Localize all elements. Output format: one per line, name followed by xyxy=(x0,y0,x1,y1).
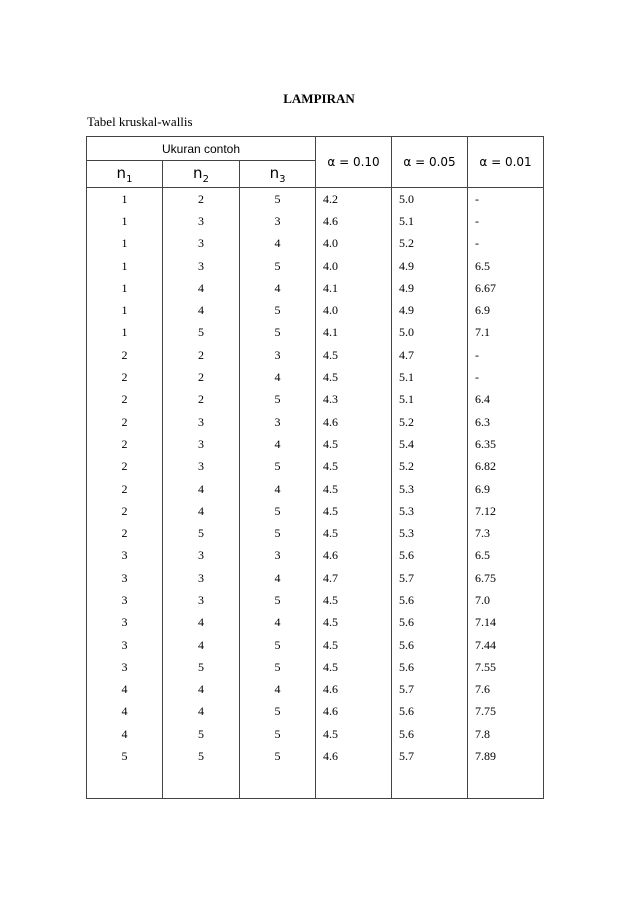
spacer-cell xyxy=(392,768,468,799)
n2-cell: 4 xyxy=(163,634,240,656)
n3-cell: 5 xyxy=(240,701,316,723)
n3-cell: 4 xyxy=(240,478,316,500)
n1-cell: 3 xyxy=(87,567,163,589)
n3-cell: 3 xyxy=(240,411,316,433)
n3-cell: 4 xyxy=(240,277,316,299)
n3-cell: 5 xyxy=(240,522,316,544)
n2-cell: 4 xyxy=(163,679,240,701)
spacer-cell xyxy=(163,768,240,799)
n2-cell: 4 xyxy=(163,701,240,723)
alpha-001-cell: 6.9 xyxy=(468,299,544,321)
alpha-005-cell: 5.6 xyxy=(392,656,468,678)
n2-cell: 4 xyxy=(163,500,240,522)
alpha-001-cell: 6.82 xyxy=(468,456,544,478)
alpha-005-cell: 4.7 xyxy=(392,344,468,366)
alpha-001-cell: 6.4 xyxy=(468,389,544,411)
alpha-001-cell: 6.35 xyxy=(468,433,544,455)
alpha-001-cell: - xyxy=(468,233,544,255)
n3-cell: 3 xyxy=(240,545,316,567)
n2-cell: 4 xyxy=(163,277,240,299)
n1-cell: 4 xyxy=(87,679,163,701)
alpha-001-cell: 7.6 xyxy=(468,679,544,701)
n3-cell: 3 xyxy=(240,344,316,366)
alpha-010-cell: 4.6 xyxy=(316,545,392,567)
n1-cell: 2 xyxy=(87,456,163,478)
n3-cell: 4 xyxy=(240,233,316,255)
n3-cell: 5 xyxy=(240,255,316,277)
alpha-001-cell: 6.3 xyxy=(468,411,544,433)
table-row xyxy=(87,522,544,544)
n3-cell: 5 xyxy=(240,500,316,522)
alpha-005-cell: 5.1 xyxy=(392,210,468,232)
table-row xyxy=(87,322,544,344)
n2-cell: 3 xyxy=(163,456,240,478)
alpha-005-cell: 5.7 xyxy=(392,567,468,589)
n3-cell: 4 xyxy=(240,679,316,701)
table-row xyxy=(87,567,544,589)
n2-cell: 3 xyxy=(163,545,240,567)
table-row xyxy=(87,366,544,388)
alpha-010-cell: 4.6 xyxy=(316,745,392,767)
page-title: LAMPIRAN xyxy=(283,91,355,106)
alpha-010-cell: 4.5 xyxy=(316,500,392,522)
table-row xyxy=(87,589,544,611)
table-row xyxy=(87,701,544,723)
alpha-005-cell: 5.1 xyxy=(392,389,468,411)
n1-cell: 3 xyxy=(87,634,163,656)
alpha-010-cell: 4.2 xyxy=(316,188,392,211)
n3-cell: 5 xyxy=(240,322,316,344)
alpha-001-cell: 7.55 xyxy=(468,656,544,678)
alpha-010-cell: 4.7 xyxy=(316,567,392,589)
alpha-001-cell: 7.12 xyxy=(468,500,544,522)
alpha-010-cell: 4.5 xyxy=(316,456,392,478)
alpha-005-cell: 5.6 xyxy=(392,612,468,634)
n2-cell: 2 xyxy=(163,188,240,211)
table-row xyxy=(87,456,544,478)
alpha-005-cell: 5.6 xyxy=(392,634,468,656)
n2-cell: 2 xyxy=(163,366,240,388)
alpha-001-cell: 7.75 xyxy=(468,701,544,723)
n2-cell: 4 xyxy=(163,299,240,321)
alpha-005-cell: 4.9 xyxy=(392,255,468,277)
alpha-001-cell: 7.3 xyxy=(468,522,544,544)
n2-cell: 2 xyxy=(163,344,240,366)
n1-cell: 1 xyxy=(87,233,163,255)
alpha-001-cell: 7.89 xyxy=(468,745,544,767)
alpha-010-cell: 4.6 xyxy=(316,679,392,701)
alpha-005-cell: 5.3 xyxy=(392,500,468,522)
alpha-001-cell: - xyxy=(468,188,544,211)
n2-cell: 3 xyxy=(163,433,240,455)
kruskal-wallis-table xyxy=(86,136,544,799)
n3-cell: 4 xyxy=(240,567,316,589)
n3-cell: 5 xyxy=(240,634,316,656)
n2-header: $n_2$ xyxy=(163,161,240,188)
alpha-005-cell: 5.6 xyxy=(392,701,468,723)
table-body xyxy=(87,188,544,799)
table-row xyxy=(87,210,544,232)
alpha-005-cell: 5.2 xyxy=(392,456,468,478)
alpha-005-cell: 5.3 xyxy=(392,522,468,544)
table-row xyxy=(87,478,544,500)
n3-cell: 5 xyxy=(240,745,316,767)
alpha-005-cell: 5.6 xyxy=(392,545,468,567)
table-row xyxy=(87,299,544,321)
alpha-001-header: α = 0.01 xyxy=(468,137,544,188)
alpha-010-cell: 4.5 xyxy=(316,589,392,611)
alpha-010-header: α = 0.10 xyxy=(316,137,392,188)
alpha-005-cell: 5.1 xyxy=(392,366,468,388)
alpha-001-cell: 7.0 xyxy=(468,589,544,611)
n2-cell: 2 xyxy=(163,389,240,411)
n3-cell: 4 xyxy=(240,612,316,634)
n1-cell: 2 xyxy=(87,433,163,455)
table-row xyxy=(87,411,544,433)
alpha-005-cell: 5.3 xyxy=(392,478,468,500)
alpha-010-cell: 4.6 xyxy=(316,701,392,723)
table-row xyxy=(87,389,544,411)
alpha-010-cell: 4.5 xyxy=(316,522,392,544)
n2-cell: 5 xyxy=(163,723,240,745)
table-row xyxy=(87,656,544,678)
alpha-010-cell: 4.0 xyxy=(316,233,392,255)
table-row xyxy=(87,634,544,656)
alpha-005-cell: 5.6 xyxy=(392,723,468,745)
n1-cell: 2 xyxy=(87,366,163,388)
alpha-001-cell: 7.1 xyxy=(468,322,544,344)
n1-cell: 3 xyxy=(87,545,163,567)
table-row xyxy=(87,545,544,567)
table-row xyxy=(87,679,544,701)
n1-cell: 1 xyxy=(87,299,163,321)
table-spacer-row xyxy=(87,768,544,799)
n1-cell: 1 xyxy=(87,255,163,277)
alpha-005-cell: 4.9 xyxy=(392,299,468,321)
n1-cell: 1 xyxy=(87,322,163,344)
table-row xyxy=(87,277,544,299)
alpha-001-cell: 7.14 xyxy=(468,612,544,634)
alpha-010-cell: 4.6 xyxy=(316,411,392,433)
n3-cell: 5 xyxy=(240,389,316,411)
alpha-001-cell: 7.44 xyxy=(468,634,544,656)
alpha-001-cell: 7.8 xyxy=(468,723,544,745)
n1-cell: 5 xyxy=(87,745,163,767)
n3-cell: 4 xyxy=(240,433,316,455)
alpha-010-cell: 4.0 xyxy=(316,255,392,277)
alpha-001-cell: - xyxy=(468,344,544,366)
alpha-005-cell: 5.0 xyxy=(392,322,468,344)
n1-cell: 1 xyxy=(87,210,163,232)
alpha-001-cell: 6.67 xyxy=(468,277,544,299)
spacer-cell xyxy=(240,768,316,799)
n2-cell: 5 xyxy=(163,745,240,767)
n2-cell: 3 xyxy=(163,567,240,589)
n3-cell: 5 xyxy=(240,456,316,478)
alpha-001-cell: 6.9 xyxy=(468,478,544,500)
n3-cell: 5 xyxy=(240,188,316,211)
table-row xyxy=(87,612,544,634)
alpha-010-cell: 4.5 xyxy=(316,723,392,745)
n1-cell: 1 xyxy=(87,188,163,211)
n3-cell: 5 xyxy=(240,656,316,678)
n2-cell: 5 xyxy=(163,522,240,544)
alpha-001-cell: 6.5 xyxy=(468,255,544,277)
table-row xyxy=(87,433,544,455)
alpha-001-cell: - xyxy=(468,366,544,388)
n1-cell: 3 xyxy=(87,589,163,611)
sample-size-header: Ukuran contoh xyxy=(87,137,316,161)
n2-cell: 3 xyxy=(163,255,240,277)
alpha-005-cell: 5.2 xyxy=(392,233,468,255)
alpha-005-cell: 4.9 xyxy=(392,277,468,299)
alpha-001-cell: 6.75 xyxy=(468,567,544,589)
alpha-010-cell: 4.0 xyxy=(316,299,392,321)
n1-cell: 3 xyxy=(87,612,163,634)
n3-cell: 3 xyxy=(240,210,316,232)
n1-cell: 2 xyxy=(87,411,163,433)
n1-cell: 2 xyxy=(87,344,163,366)
alpha-010-cell: 4.1 xyxy=(316,322,392,344)
n2-cell: 5 xyxy=(163,322,240,344)
spacer-cell xyxy=(316,768,392,799)
n3-cell: 5 xyxy=(240,723,316,745)
spacer-cell xyxy=(87,768,163,799)
n1-cell: 4 xyxy=(87,701,163,723)
alpha-005-cell: 5.4 xyxy=(392,433,468,455)
alpha-010-cell: 4.6 xyxy=(316,210,392,232)
n2-cell: 3 xyxy=(163,411,240,433)
alpha-001-cell: 6.5 xyxy=(468,545,544,567)
alpha-005-cell: 5.2 xyxy=(392,411,468,433)
n1-cell: 4 xyxy=(87,723,163,745)
n3-cell: 5 xyxy=(240,589,316,611)
spacer-cell xyxy=(468,768,544,799)
table-row xyxy=(87,745,544,767)
n1-cell: 2 xyxy=(87,478,163,500)
table-caption: Tabel kruskal-wallis xyxy=(87,114,193,129)
n3-cell: 4 xyxy=(240,366,316,388)
table-row xyxy=(87,188,544,211)
alpha-010-cell: 4.5 xyxy=(316,656,392,678)
alpha-010-cell: 4.5 xyxy=(316,478,392,500)
alpha-010-cell: 4.1 xyxy=(316,277,392,299)
alpha-005-cell: 5.7 xyxy=(392,679,468,701)
alpha-001-cell: - xyxy=(468,210,544,232)
alpha-010-cell: 4.3 xyxy=(316,389,392,411)
alpha-010-cell: 4.5 xyxy=(316,366,392,388)
table-row xyxy=(87,723,544,745)
n2-cell: 4 xyxy=(163,612,240,634)
n2-cell: 3 xyxy=(163,589,240,611)
table-row xyxy=(87,500,544,522)
n3-header: $n_3$ xyxy=(240,161,316,188)
alpha-005-cell: 5.0 xyxy=(392,188,468,211)
alpha-010-cell: 4.5 xyxy=(316,344,392,366)
n1-cell: 2 xyxy=(87,389,163,411)
alpha-010-cell: 4.5 xyxy=(316,433,392,455)
n2-cell: 3 xyxy=(163,233,240,255)
n2-cell: 5 xyxy=(163,656,240,678)
table-row xyxy=(87,233,544,255)
n3-cell: 5 xyxy=(240,299,316,321)
n1-cell: 3 xyxy=(87,656,163,678)
n2-cell: 3 xyxy=(163,210,240,232)
n1-cell: 1 xyxy=(87,277,163,299)
n1-cell: 2 xyxy=(87,522,163,544)
n2-cell: 4 xyxy=(163,478,240,500)
n1-cell: 2 xyxy=(87,500,163,522)
alpha-010-cell: 4.5 xyxy=(316,612,392,634)
alpha-010-cell: 4.5 xyxy=(316,634,392,656)
table-row xyxy=(87,255,544,277)
alpha-005-cell: 5.6 xyxy=(392,589,468,611)
table-row xyxy=(87,344,544,366)
n1-header: $n_1$ xyxy=(87,161,163,188)
alpha-005-cell: 5.7 xyxy=(392,745,468,767)
alpha-005-header: α = 0.05 xyxy=(392,137,468,188)
